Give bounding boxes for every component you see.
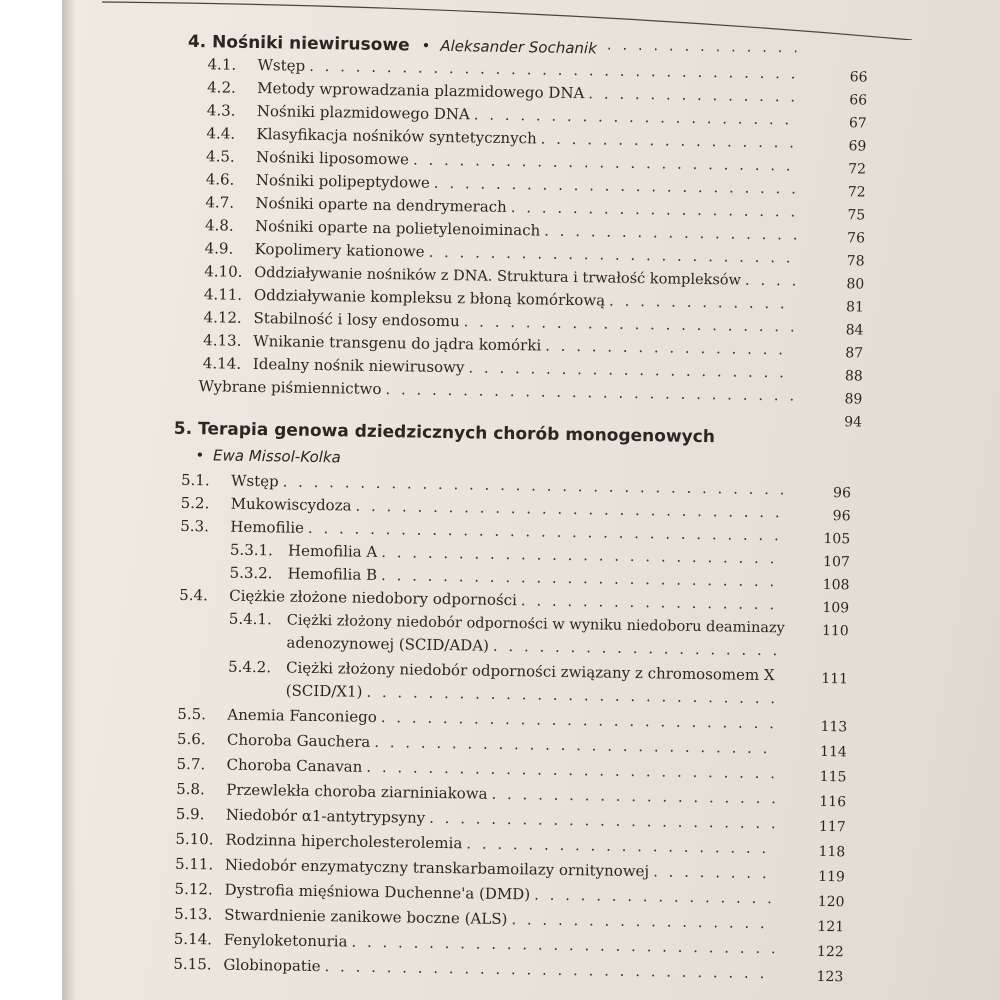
entry-label: Hemofilia B [287,564,378,584]
toc-entry-5-12 [174,880,784,910]
chapter-5-author: Ewa Missol-Kolka [212,446,341,467]
leader-dots [381,566,782,590]
leader-dots [474,105,799,128]
toc-entry-5-7 [176,755,786,785]
entry-number: 4.13. [203,331,242,350]
chapter-4-trailing-page: 94 [844,414,863,431]
leader-dots [308,519,783,544]
entry-label: Wstęp [230,471,279,491]
entry-page-5-3: 105 [823,530,851,548]
entry-label: Nośniki polipeptydowe [255,170,431,192]
toc-entry-5-5 [177,705,787,735]
entry-number: 5.7. [176,754,206,774]
entry-page-5-5: 113 [820,718,848,736]
entry-page-4-11: 81 [845,299,864,316]
leader-dots [428,243,796,267]
entry-page-5-13: 121 [817,918,845,936]
entry-page-5-2: 96 [832,508,851,525]
entry-label: Niedobór enzymatyczny transkarbamoilazy ornitynowej [224,855,650,881]
entry-number: 4.3. [206,101,236,120]
leader-dots [366,683,780,707]
entry-page-5-3-1: 107 [822,553,850,571]
entry-number: 4.6. [205,170,235,189]
entry-label: Anemia Fanconiego [227,705,377,726]
leader-dots [381,543,782,567]
entry-number: 5.6. [176,729,206,749]
leader-dots [466,834,777,857]
entry-number: 4.8. [204,216,234,235]
leader-dots [464,312,796,335]
entry-number: 5.10. [175,829,214,849]
entry-page-5-4-2: 111 [821,670,849,688]
entry-page-5-15: 123 [816,968,844,986]
entry-page-5-8: 116 [819,793,847,811]
entry-label-continued: adenozynowej (SCID/ADA) [286,633,490,655]
entry-page-4-3: 67 [848,115,867,132]
entry-number: 5.4. [179,585,209,605]
entry-page-4-7: 75 [847,207,866,224]
entry-page-5-7: 115 [819,768,847,786]
chapter-5-author-line [195,446,341,466]
entry-label: Wnikanie transgenu do jądra komórki [253,331,542,355]
entry-label: Nośniki liposomowe [255,147,410,169]
entry-label: Hemofilie [230,517,305,537]
entry-label: Ciężki złożony niedobór odporności związany z chromosomem X [285,658,775,685]
entry-label: Ciężkie złożone niedobory odporności [229,586,518,610]
entry-page-5-12: 120 [817,893,845,911]
entry-number: 4.10. [204,262,243,281]
entry-label: Oddziaływanie nośników z DNA. Struktura i trwałość kompleksów [254,264,742,289]
leader-dots [653,862,777,882]
entry-label: Mukowiscydoza [230,494,352,515]
entry-number: 4.7. [205,193,235,212]
entry-number: 4.5. [205,147,235,166]
entry-page-5-3-2: 108 [822,576,850,594]
entry-page-4-2: 66 [849,92,868,109]
leader-dots [511,910,776,932]
chapter-5-title: 5. Terapia genowa dziedzicznych chorób monogenowych [173,418,716,448]
leader-dots [381,708,780,732]
entry-page-4-5: 72 [848,161,867,178]
entry-page-4-6: 72 [847,184,866,201]
leader-dots [541,129,799,151]
leader-dots [385,380,794,404]
entry-label: Niedobór α1-antytrypsyny [225,805,426,827]
toc-entry-5-14 [174,930,784,960]
entry-number: 5.1. [180,470,210,490]
entry-label: Nośniki plazmidowego DNA [256,102,470,124]
chapter-4-separator: • [421,36,431,55]
entry-label: Klasyfikacja nośników syntetycznych [256,124,537,148]
entry-label: Idealny nośnik niewirusowy [252,354,465,377]
leader-dots [609,292,796,313]
leader-dots [534,885,777,907]
entry-number: 5.4.2. [227,657,272,677]
leader-dots [324,957,775,982]
entry-number: 5.11. [174,854,214,874]
entry-label: Wybrane piśmiennictwo [198,377,382,398]
leader-dots [468,358,795,381]
entry-number: 5.3.2. [229,563,273,583]
entry-label: Stwardnienie zanikowe boczne (ALS) [224,905,508,929]
table-of-contents [62,0,1000,1000]
entry-label: Hemofilia A [287,541,378,561]
entry-number: 4.1. [207,55,237,74]
leader-dots [283,472,784,498]
entry-page-5-1: 96 [832,485,852,502]
entry-number: 5.12. [174,879,213,899]
leader-dots [434,174,798,198]
entry-label: Kopolimery kationowe [254,239,425,261]
leader-dots [745,271,797,290]
entry-page-4-4: 69 [848,138,867,155]
entry-label: Fenyloketonuria [223,930,348,951]
leader-dots [355,497,782,522]
toc-entry-5-8 [176,780,786,810]
entry-page-5-4-1: 110 [821,622,849,640]
entry-label: Stabilność i losy endosomu [253,308,460,331]
entry-page-4-9: 78 [846,253,865,270]
entry-page-bibliography-4: 89 [844,391,863,408]
chapter-4-title: 4. Nośniki niewirusowe [187,31,410,56]
entry-label: Ciężki złożony niedobór odporności w wyniku niedoboru deaminazy [286,612,785,637]
toc-entry-5-4-2-cont [286,682,788,710]
chapter-4-leader-dots [607,35,807,56]
chapter-5-separator: • [195,446,205,465]
toc-entry-5-15 [173,955,783,985]
entry-number: 5.2. [180,493,210,513]
entry-page-4-8: 76 [846,230,866,247]
entry-page-4-10: 80 [846,276,865,293]
leader-dots [545,337,795,359]
toc-entry-5-9 [176,805,786,835]
leader-dots [493,637,781,660]
toc-entry-5-11 [175,855,785,885]
leader-dots [511,198,798,220]
entry-page-5-10: 118 [818,843,846,861]
toc-entry-5-10 [175,830,785,860]
leader-dots [588,84,799,105]
leader-dots [544,222,797,244]
entry-page-4-14: 88 [844,368,863,385]
entry-number: 5.3. [180,516,210,536]
entry-label: Metody wprowadzania plazmidowego DNA [257,79,585,103]
entry-page-4-13: 87 [845,345,864,362]
leader-dots [491,785,778,807]
entry-number: 4.14. [202,354,242,373]
entry-number: 5.4.1. [228,609,272,629]
entry-page-5-6: 114 [819,743,847,761]
entry-page-5-9: 117 [818,818,846,836]
entry-label: Rodzinna hipercholesterolemia [225,830,463,853]
entry-number: 4.2. [207,78,236,97]
entry-number: 4.4. [206,124,236,143]
entry-label: Wstęp [257,56,306,75]
toc-entry-5-13 [174,905,784,935]
entry-page-5-14: 122 [816,943,844,961]
chapter-4-author: Aleksander Sochanik [440,36,598,58]
entry-number: 4.9. [204,239,234,258]
entry-number: 5.8. [176,779,205,799]
entry-page-4-1: 66 [849,69,868,86]
entry-page-5-11: 119 [818,868,846,886]
toc-entry-5-6 [177,730,787,760]
leader-dots [366,758,778,782]
entry-label: Przewlekła choroba ziarniniakowa [226,780,488,803]
entry-number: 5.3.1. [229,540,274,560]
entry-label: Globinopatie [223,955,321,976]
entry-number: 5.15. [173,954,212,974]
leader-dots [374,733,779,757]
entry-label: Dystrofia mięśniowa Duchenne'a (DMD) [224,880,531,904]
entry-number: 4.12. [203,308,242,327]
leader-dots [309,57,800,83]
entry-page-5-4: 109 [822,599,850,617]
leader-dots [413,150,798,174]
entry-label: Nośniki oparte na dendrymerach [255,193,507,216]
entry-label: Oddziaływanie kompleksu z błoną komórkową [253,285,606,310]
entry-label: Nośniki oparte na polietylenoiminach [254,216,541,240]
entry-label: Choroba Gauchera [226,730,371,751]
toc-entry-5-4-1-cont [286,634,788,662]
entry-label: Choroba Canavan [226,755,363,776]
entry-number: 4.11. [203,285,243,304]
entry-number: 5.9. [175,804,205,824]
leader-dots [521,591,782,613]
entry-label-continued: (SCID/X1) [285,681,363,701]
entry-number: 5.13. [174,904,213,924]
entry-number: 5.5. [177,704,207,724]
entry-number: 5.14. [173,929,213,949]
book-page [62,0,1000,1000]
leader-dots [429,809,778,832]
leader-dots [351,933,776,958]
entry-page-4-12: 84 [845,322,864,339]
